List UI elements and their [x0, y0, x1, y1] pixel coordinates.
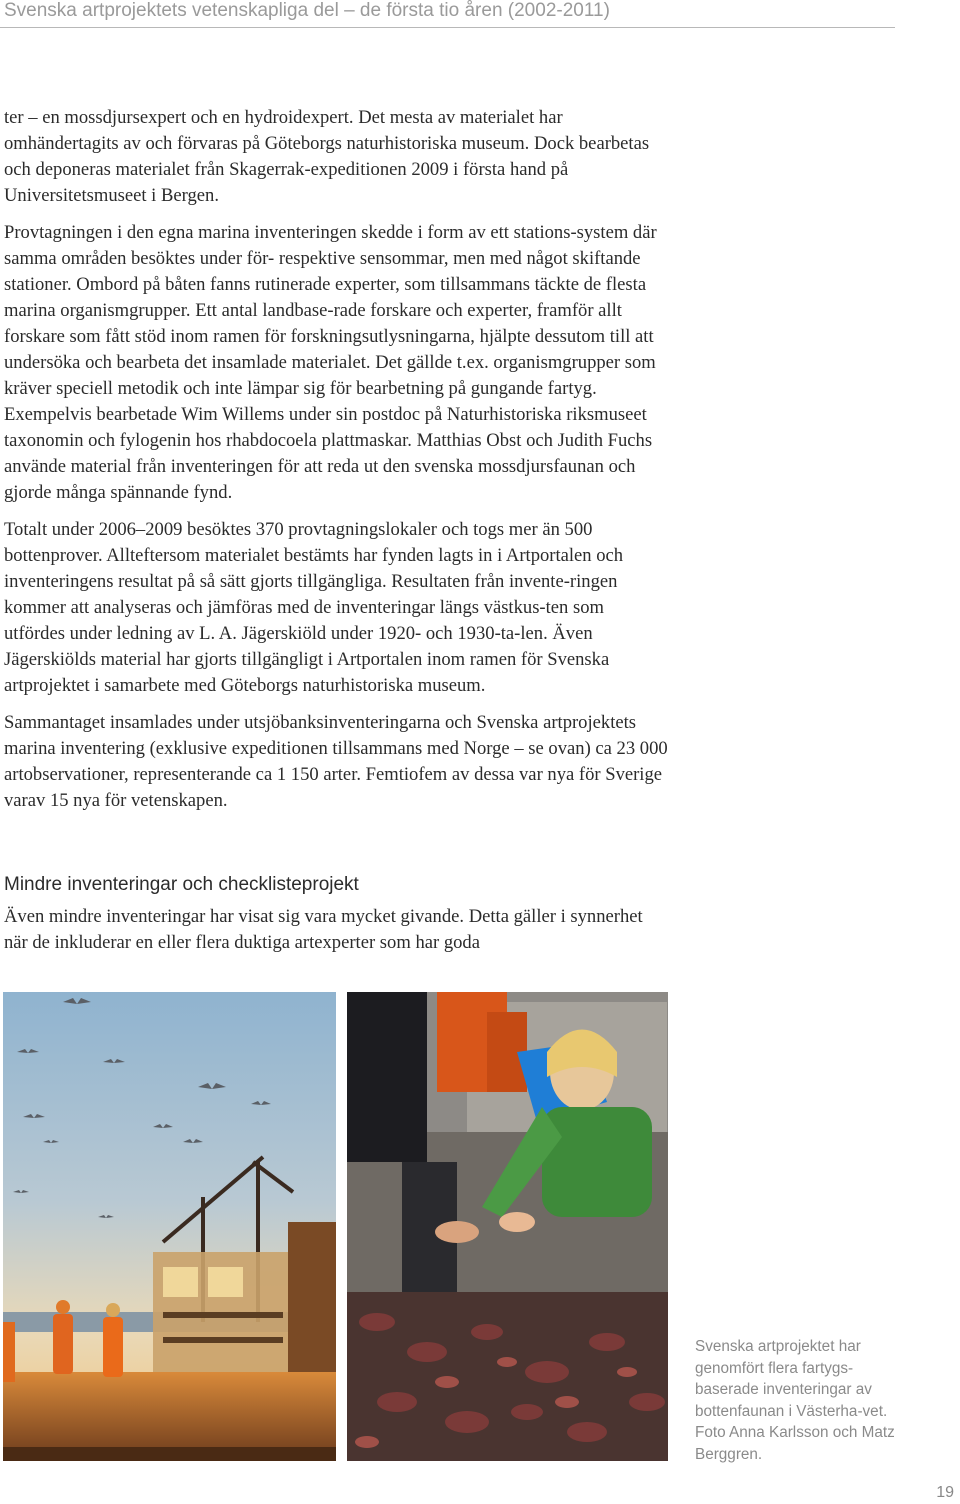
running-header: Svenska artprojektets vetenskapliga del – de första tio åren (2002-2011)	[4, 0, 610, 21]
paragraph-2: Provtagningen i den egna marina inventeringen skedde i form av ett stations-system där samma områden besöktes under för- respektive sensommar, men med något skiftande stationer. Ombord på båten fanns rutinerade experter, som tillsammans täckte de flesta marina organismgrupper. Ett antal landbase-rade forskare och experter, framför allt forskare som fått stöd inom ramen för forskningsutlysningarna, hjälpte dessutom till att undersöka och bearbeta det insamlade materialet. Det gällde t.ex. organismgrupper som kräver speciell metodik och inte lämpar sig för bearbetning på gungande fartyg. Exempelvis bearbetade Wim Willems under sin postdoc på Naturhistoriska riksmuseet taxonomin och fylogenin hos rhabdocoela plattmaskar. Matthias Obst och Judith Fuchs använde material från inventeringen för att reda ut den svenska mossdjursfaunan och gjorde många spännande fynd.	[4, 222, 657, 503]
body-text	[4, 105, 668, 825]
header-divider	[0, 27, 895, 28]
paragraph-1: ter – en mossdjursexpert och en hydroidexpert. Det mesta av materialet har omhändertagits av och förvaras på Göteborgs naturhistoriska museum. Dock bearbetas och deponeras materialet från Skagerrak-expeditionen 2009 i första hand på Universitetsmuseet i Bergen.	[4, 107, 650, 206]
page-number: 19	[936, 1484, 954, 1501]
ship-deck-photo	[3, 992, 336, 1461]
photo-caption: Svenska artprojektet har genomfört flera fartygs-baserade inventeringar av bottenfaunan i Västerha-vet. Foto Anna Karlsson och Matz Berggren.	[695, 1338, 895, 1463]
paragraph-3: Totalt under 2006–2009 besöktes 370 provtagningslokaler och togs mer än 500 bottenprover. Allteftersom materialet bestämts har fynden lagts in i Artportalen och inventeringens resultat på så sätt gjorts tillgängliga. Resultaten från invente-ringen kommer att analyseras och jämföras med de inventeringar längs västkus-ten som utfördes under ledning av L. A. Jägerskiöld under 1920- och 1930-ta-len. Även Jägerskiölds material har gjorts tillgängligt i Artportalen inom ramen för Svenska artprojektet i samarbete med Göteborgs naturhistoriska museum.	[4, 519, 624, 696]
section-heading: Mindre inventeringar och checklisteprojekt	[4, 874, 359, 895]
sorting-samples-photo	[347, 992, 668, 1461]
paragraph-4: Sammantaget insamlades under utsjöbanksinventeringarna och Svenska artprojektets marina inventering (exklusive expeditionen tillsammans med Norge – se ovan) ca 23 000 artobservationer, representerande ca 1 150 arter. Femtiofem av dessa var nya för Sverige varav 15 nya för vetenskapen.	[4, 712, 668, 811]
section-paragraph: Även mindre inventeringar har visat sig vara mycket givande. Detta gäller i synnerhet när de inkluderar en eller flera duktiga artexperter som har goda	[4, 906, 643, 953]
